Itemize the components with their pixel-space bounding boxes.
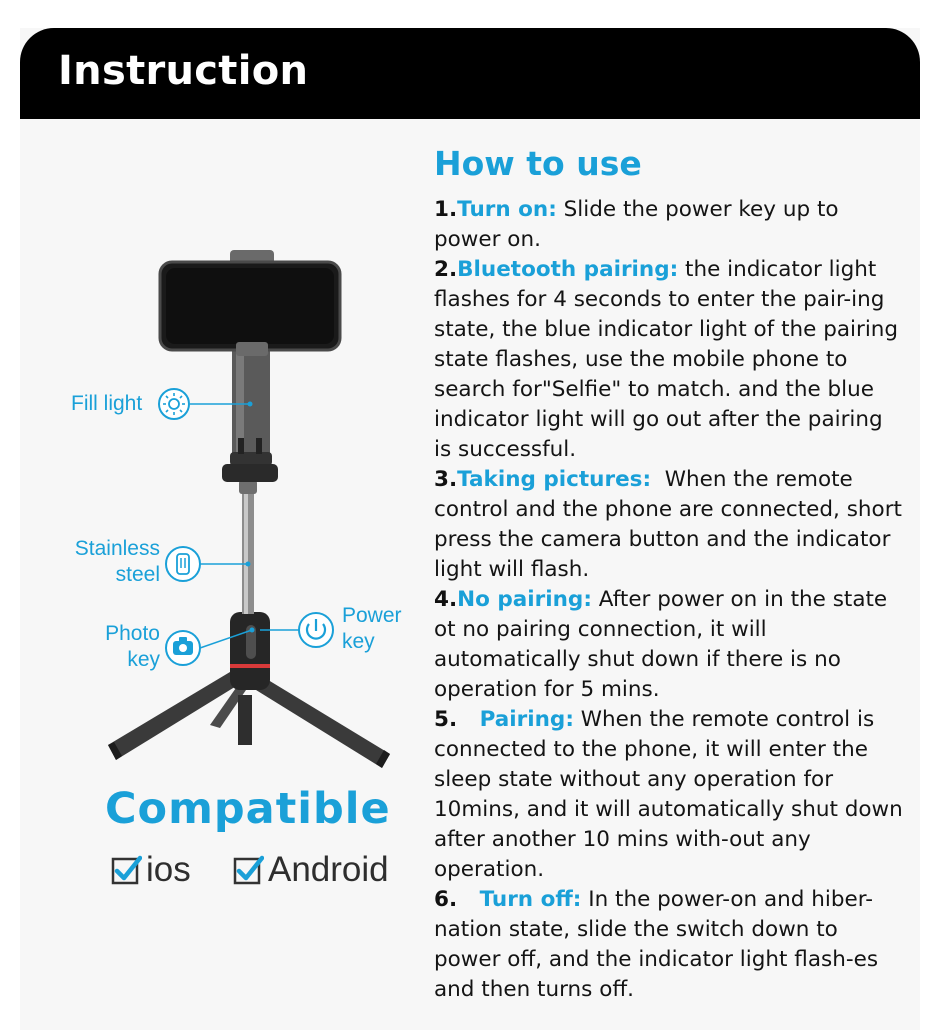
photo-line2: key: [127, 648, 160, 671]
step-number: 6.: [434, 887, 480, 912]
stainless-line1: Stainless: [74, 537, 160, 560]
handle: [230, 612, 270, 690]
steps-list: [434, 195, 910, 1005]
step-key: Bluetooth pairing:: [457, 257, 679, 282]
power-line1: Power: [342, 604, 402, 627]
step-key: No pairing:: [457, 587, 592, 612]
step-text: In the power-on and hiber-nation state, slide the switch down to power off, and the indicator light flash-es and then turns off.: [434, 887, 885, 1002]
stainless-line2: steel: [115, 563, 160, 586]
gimbal-arm: [222, 340, 278, 482]
phone-holder: [160, 250, 340, 356]
step-item: [434, 585, 904, 705]
header-title: Instruction: [58, 48, 309, 94]
step-item: [434, 705, 910, 885]
step-item: [434, 465, 909, 585]
step-key: Turn off:: [479, 887, 582, 912]
step-number: 1.: [434, 197, 458, 222]
compat-ios-label: ios: [146, 850, 191, 889]
step-key: Taking pictures:: [457, 467, 652, 492]
compat-ios: [110, 850, 191, 890]
checkbox-checked-icon: [232, 854, 264, 886]
fill-light-label: Fill light: [71, 392, 143, 415]
power-line2: key: [342, 630, 375, 653]
step-item: [434, 255, 904, 465]
photo-line1: Photo: [105, 622, 160, 645]
how-to-use-title: How to use: [434, 144, 642, 183]
step-text: When the remote control is connected to the phone, it will enter the sleep state without any operation for 10mins, and it will automatically shut down after another 10 mins with-out any operation.: [434, 707, 910, 882]
step-item: [434, 885, 904, 1005]
power-key-label: [342, 603, 402, 655]
step-text: Slide the power key up to power on.: [434, 197, 846, 252]
compat-android-label: Android: [268, 850, 389, 889]
compat-android: [232, 850, 389, 890]
compatible-title: Compatible: [105, 784, 391, 834]
stainless-steel-label: [64, 536, 160, 588]
step-item: [434, 195, 904, 255]
step-number: 2.: [434, 257, 458, 282]
header-bar: [20, 28, 920, 119]
telescopic-pole: [239, 480, 257, 614]
step-number: 3.: [434, 467, 458, 492]
step-number: 4.: [434, 587, 458, 612]
step-text: the indicator light flashes for 4 seconds to enter the pair-ing state, the blue indicator light of the pairing state flashes, use the mobile phone to search for"Selfie" to match. and the blue indicator light will go out after the pairing is successful.: [434, 257, 905, 462]
checkbox-checked-icon: [110, 854, 142, 886]
photo-key-label: [96, 621, 160, 673]
step-key: Turn on:: [457, 197, 557, 222]
step-text: After power on in the state ot no pairing connection, it will automatically shut down if there is no operation for 5 mins.: [434, 587, 894, 702]
selfie-stick-illustration: [60, 240, 420, 780]
step-number: 5.: [434, 707, 480, 732]
step-text: When the remote control and the phone are connected, short press the camera button and the indicator light will flash.: [434, 467, 909, 582]
step-key: Pairing:: [479, 707, 574, 732]
